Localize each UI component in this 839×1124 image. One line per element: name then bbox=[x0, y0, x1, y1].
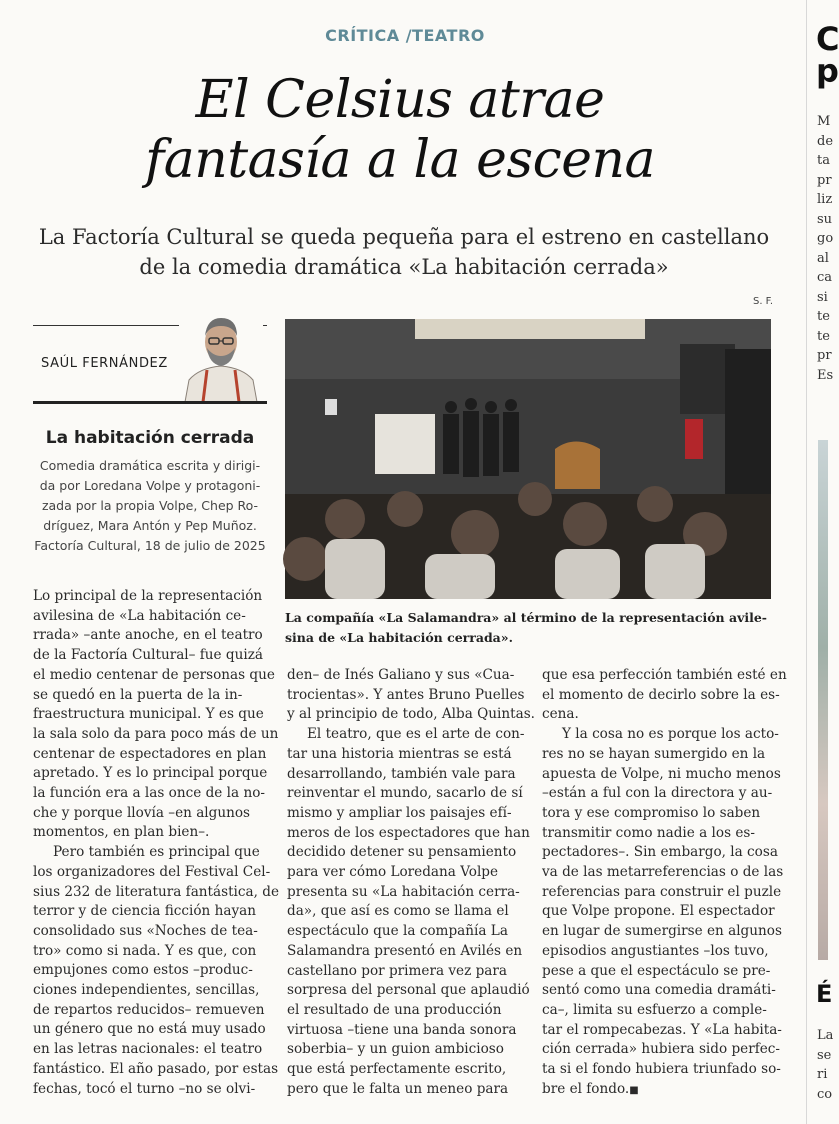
body-line: Pero también es principal que bbox=[53, 844, 260, 861]
body-line: los organizadores del Festival Cel- bbox=[33, 863, 271, 880]
body-line: res no se hayan sumergido en la bbox=[542, 745, 766, 762]
adjacent-text: La bbox=[817, 1028, 834, 1043]
body-line-text: bre el fondo. bbox=[542, 1080, 630, 1097]
body-line: tar una historia mientras se está bbox=[287, 745, 512, 762]
body-line: la sala solo da para poco más de un bbox=[33, 725, 279, 742]
adjacent-text: se bbox=[817, 1047, 832, 1063]
body-line: Lo principal de la representación bbox=[33, 588, 263, 604]
adjacent-bottom-text bbox=[817, 1026, 833, 1104]
adjacent-text-fragments bbox=[817, 112, 833, 385]
infobox-text bbox=[33, 456, 267, 556]
body-line: avilesina de «La habitación ce- bbox=[33, 607, 246, 624]
body-line: fraestructura municipal. Y es que bbox=[33, 706, 264, 723]
body-line: momentos, en plan bien–. bbox=[33, 824, 210, 841]
adjacent-headline-fragment: p bbox=[816, 52, 839, 90]
body-line: en lugar de sumergirse en algunos bbox=[542, 923, 782, 940]
article-column-2 bbox=[287, 666, 535, 1099]
byline-rule-bottom bbox=[33, 401, 267, 404]
body-line: Salamandra presentó en Avilés en bbox=[287, 942, 523, 959]
article-column-1 bbox=[33, 587, 279, 1099]
body-line: centenar de espectadores en plan bbox=[33, 745, 267, 762]
adjacent-article-fragment bbox=[808, 0, 839, 1124]
body-line: transmitir como nadie a los es- bbox=[542, 824, 755, 841]
body-line: de repartos reducidos– remueven bbox=[33, 1001, 265, 1018]
adjacent-text: ri bbox=[817, 1067, 828, 1082]
body-line: referencias para construir el puzle bbox=[542, 883, 782, 900]
end-mark-icon: ■ bbox=[629, 1084, 639, 1096]
body-line: fechas, tocó el turno –no se olvi- bbox=[33, 1080, 256, 1097]
body-line: ca–, limita su esfuerzo a comple- bbox=[542, 1001, 767, 1018]
headline bbox=[100, 70, 700, 190]
body-line: decidido detener su pensamiento bbox=[287, 844, 517, 861]
subheadline bbox=[20, 222, 788, 282]
subheadline-line-1: La Factoría Cultural se queda pequeña para el estreno en castellano bbox=[38, 225, 770, 249]
body-line: tar el rompecabezas. Y «La habita- bbox=[542, 1021, 782, 1038]
article-column-3 bbox=[542, 666, 787, 1100]
body-line: espectáculo que la compañía La bbox=[287, 923, 508, 940]
adjacent-text: de bbox=[817, 133, 834, 149]
body-line: y al principio de todo, Alba Quintas. bbox=[287, 706, 535, 723]
body-line: el medio centenar de personas que bbox=[33, 666, 275, 683]
body-line: sentó como una comedia dramáti- bbox=[542, 982, 776, 999]
body-line: mismo y ampliar los paisajes efí- bbox=[287, 804, 512, 821]
body-line: castellano por primera vez para bbox=[287, 962, 507, 979]
author-name: SAÚL FERNÁNDEZ bbox=[41, 356, 168, 371]
body-line: desarrollando, también vale para bbox=[287, 765, 516, 782]
adjacent-bottom-headline: É bbox=[816, 980, 833, 1008]
body-line: den– de Inés Galiano y sus «Cua- bbox=[287, 667, 515, 683]
body-line: consolidado sus «Noches de tea- bbox=[33, 922, 258, 939]
headline-line-1: El Celsius atrae bbox=[195, 70, 605, 130]
body-line: pectadores–. Sin embargo, la cosa bbox=[542, 844, 778, 861]
body-line: la función era a las once de la no- bbox=[33, 785, 265, 802]
body-line: pero que le falta un meneo para bbox=[287, 1080, 509, 1097]
body-line: reinventar el mundo, sacarlo de sí bbox=[287, 785, 523, 802]
subheadline-line-2: de la comedia dramática «La habitación cerrada» bbox=[139, 255, 669, 279]
body-line: que Volpe propone. El espectador bbox=[542, 903, 775, 920]
infobox-line: Comedia dramática escrita y dirigi- bbox=[39, 458, 261, 473]
body-line: sius 232 de literatura fantástica, de bbox=[33, 883, 280, 900]
adjacent-text: ta bbox=[817, 153, 830, 168]
body-line: en las letras nacionales: el teatro bbox=[33, 1041, 263, 1058]
body-line: para ver cómo Loredana Volpe bbox=[287, 864, 499, 881]
section-label: CRÍTICA /TEATRO bbox=[325, 26, 485, 45]
body-line: cena. bbox=[542, 706, 579, 723]
infobox-line: da por Loredana Volpe y protagoni- bbox=[39, 478, 261, 493]
infobox-line: Factoría Cultural, 18 de julio de 2025 bbox=[34, 538, 266, 553]
infobox-line: zada por la propia Volpe, Chep Ro- bbox=[41, 498, 259, 513]
infobox-title: La habitación cerrada bbox=[45, 428, 255, 448]
body-line: empujones como estos –produc- bbox=[33, 962, 253, 979]
adjacent-text: te bbox=[817, 328, 830, 344]
adjacent-text: ca bbox=[817, 270, 833, 285]
body-line: fantástico. El año pasado, por estas bbox=[33, 1060, 279, 1077]
body-line: El teatro, que es el arte de con- bbox=[307, 726, 525, 743]
author-portrait bbox=[179, 310, 263, 402]
body-line: que está perfectamente escrito, bbox=[287, 1061, 507, 1078]
photo-credit: S. F. bbox=[752, 296, 773, 307]
body-line: apretado. Y es lo principal porque bbox=[33, 765, 268, 782]
body-line: soberbia– y un guion ambicioso bbox=[287, 1041, 504, 1058]
adjacent-text: su bbox=[817, 211, 833, 227]
body-line: episodios angustiantes –los tuvo, bbox=[542, 942, 769, 959]
body-line: pese a que el espectáculo se pre- bbox=[542, 962, 771, 979]
body-line: Y la cosa no es porque los acto- bbox=[562, 726, 779, 743]
headline-line-2: fantasía a la escena bbox=[144, 130, 656, 190]
body-line: se quedó en la puerta de la in- bbox=[33, 686, 243, 703]
adjacent-text: co bbox=[817, 1086, 833, 1102]
body-line: que esa perfección también esté en bbox=[542, 667, 787, 683]
body-line: virtuosa –tiene una banda sonora bbox=[287, 1021, 517, 1038]
body-line: sorpresa del personal que aplaudió bbox=[287, 982, 530, 999]
body-line: trocientas». Y antes Bruno Puelles bbox=[287, 686, 525, 703]
body-line: tro» como si nada. Y es que, con bbox=[33, 942, 257, 959]
body-line: rrada» –ante anoche, en el teatro bbox=[33, 627, 263, 644]
body-line: ta si el fondo hubiera triunfado so- bbox=[542, 1061, 781, 1078]
body-line: presenta su «La habitación cerra- bbox=[287, 883, 520, 900]
adjacent-text: te bbox=[817, 309, 830, 324]
infobox-line: dríguez, Mara Antón y Pep Muñoz. bbox=[43, 518, 257, 533]
adjacent-text: liz bbox=[817, 192, 833, 207]
body-line: da», que así es como se llama el bbox=[287, 903, 509, 920]
caption-line: La compañía «La Salamandra» al término de la representación avile- bbox=[285, 610, 767, 625]
body-line: ción cerrada» hubiera sido perfec- bbox=[542, 1041, 781, 1058]
photo-caption bbox=[285, 608, 771, 648]
body-line: che y porque llovía –en algunos bbox=[33, 804, 251, 821]
body-line: de la Factoría Cultural– fue quizá bbox=[33, 647, 263, 664]
caption-line: sina de «La habitación cerrada». bbox=[285, 630, 513, 645]
body-line: terror y de ciencia ficción hayan bbox=[33, 903, 257, 920]
adjacent-text: si bbox=[817, 289, 828, 305]
body-line: meros de los espectadores que han bbox=[287, 824, 530, 841]
stage-photo bbox=[285, 319, 771, 599]
body-line: ciones independientes, sencillas, bbox=[33, 982, 260, 999]
adjacent-text: Es bbox=[817, 367, 834, 383]
body-line: el resultado de una producción bbox=[287, 1001, 502, 1018]
body-line: el momento de decirlo sobre la es- bbox=[542, 686, 780, 703]
body-line: apuesta de Volpe, ni mucho menos bbox=[542, 765, 781, 782]
body-line: tora y ese compromiso lo saben bbox=[542, 804, 761, 821]
body-line: un género que no está muy usado bbox=[33, 1021, 266, 1038]
adjacent-text: go bbox=[817, 231, 834, 246]
body-line: va de las metarreferencias o de las bbox=[542, 864, 784, 881]
adjacent-text: pr bbox=[817, 348, 832, 363]
column-divider bbox=[806, 0, 807, 1124]
body-line bbox=[542, 1080, 787, 1101]
adjacent-text: al bbox=[817, 250, 829, 266]
body-line: –están a ful con la directora y au- bbox=[542, 785, 773, 802]
adjacent-text: pr bbox=[817, 172, 832, 188]
adjacent-text: M bbox=[817, 114, 831, 129]
adjacent-headline-fragment: C bbox=[816, 20, 839, 58]
